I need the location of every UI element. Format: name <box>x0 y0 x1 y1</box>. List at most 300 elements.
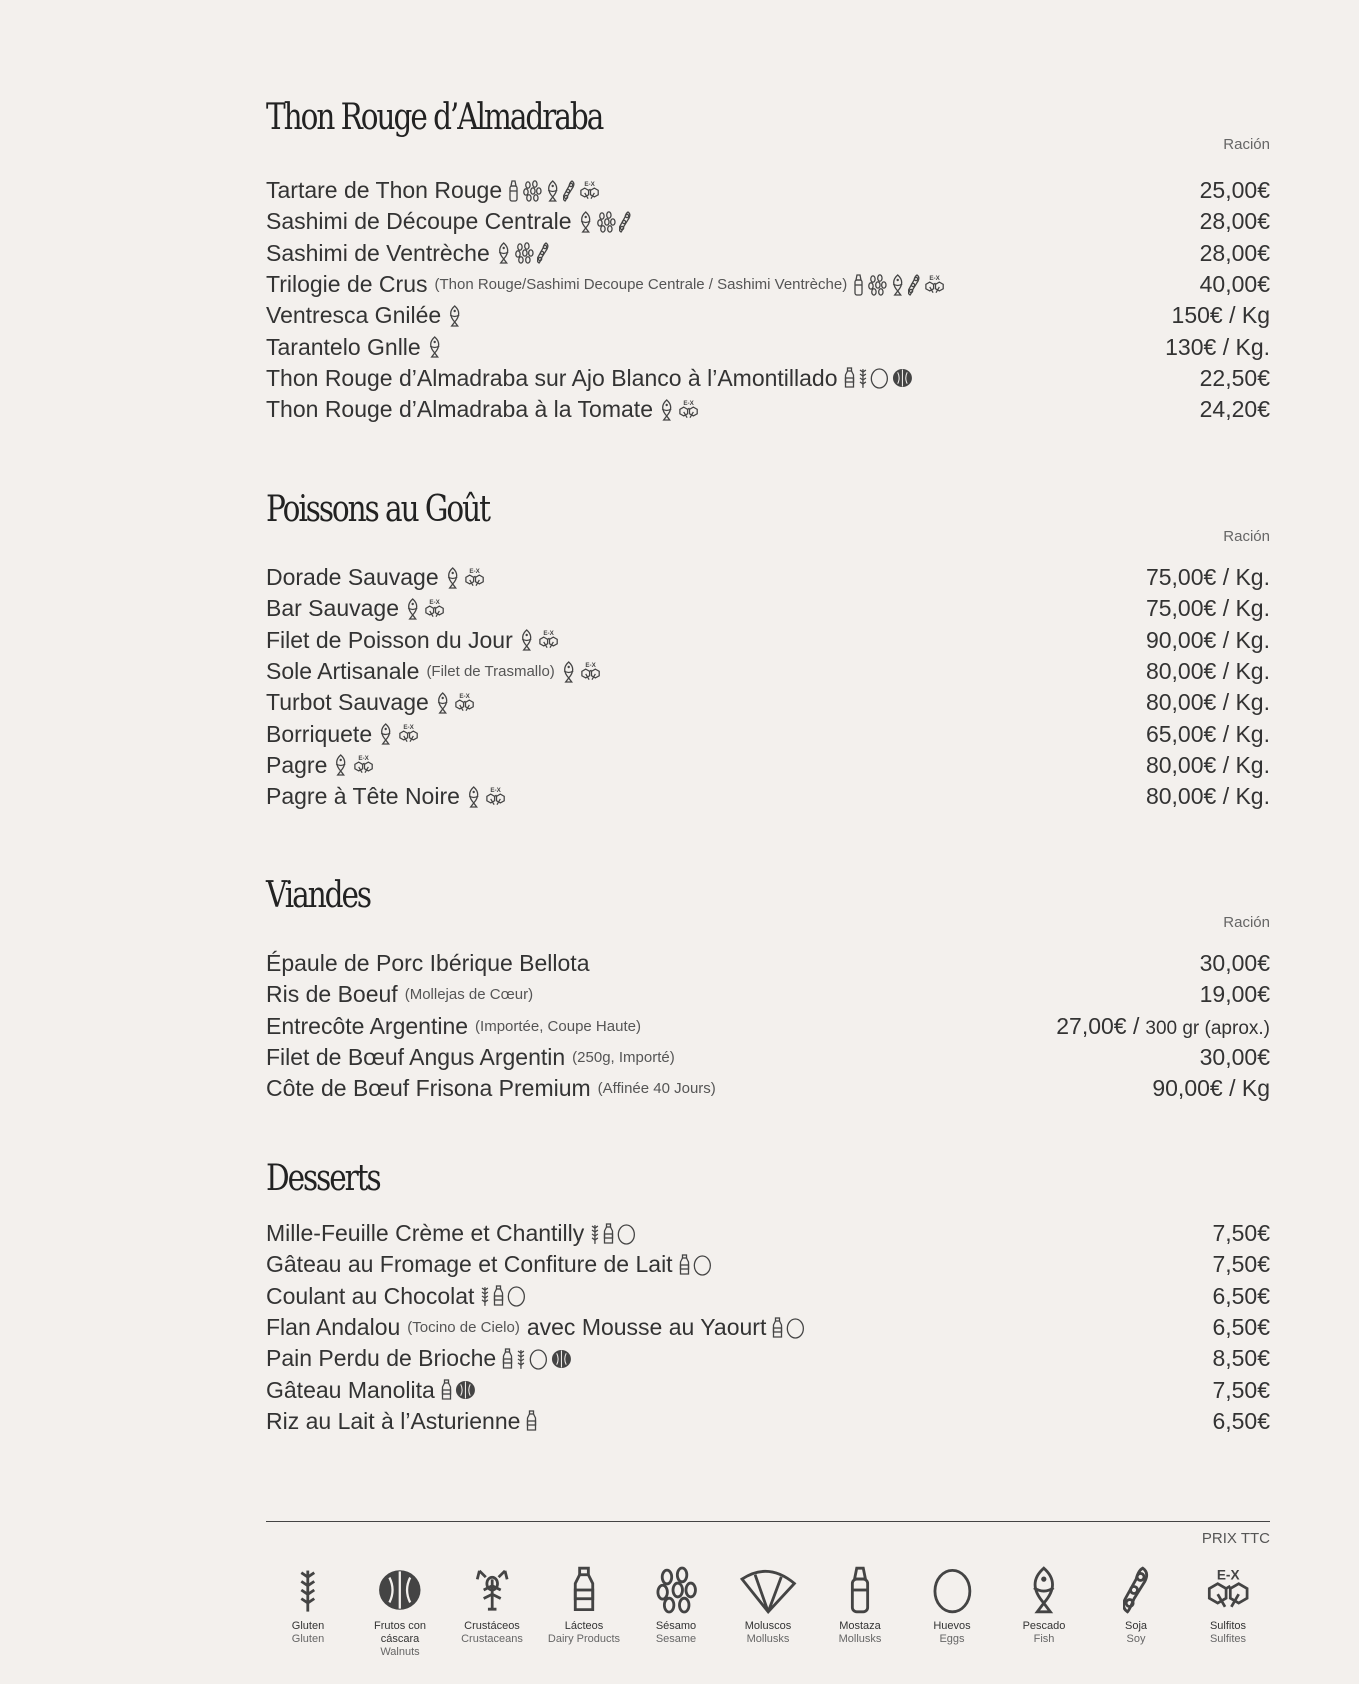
price-value: 90,00€ / Kg <box>1152 1075 1270 1102</box>
allergen-icons <box>659 399 700 421</box>
allergen-icons <box>561 661 602 683</box>
allergen-icons <box>844 367 913 389</box>
menu-item-left <box>266 564 486 591</box>
legend-label-es: Mostaza <box>839 1620 881 1632</box>
menu-item-name-suffix: avec Mousse au Yaourt <box>526 1314 767 1341</box>
gluten-icon <box>858 367 868 389</box>
gluten-icon <box>516 1348 526 1370</box>
menu-item-name: Bar Sauvage <box>266 595 399 622</box>
allergen-icons <box>772 1317 805 1339</box>
price-value: 75,00€ / Kg. <box>1145 564 1270 591</box>
menu-item-name: Ventresca Gnilée <box>266 302 442 329</box>
item-list <box>266 562 1270 812</box>
allergen-icons <box>435 692 476 714</box>
legend-item <box>358 1560 442 1659</box>
price-value: 65,00€ / Kg. <box>1145 720 1270 747</box>
legend-label-en: Fish <box>1033 1633 1055 1645</box>
menu-item-price <box>1200 950 1270 977</box>
legend-icon-wrap <box>737 1560 799 1614</box>
menu-item-name: Entrecôte Argentine <box>266 1012 469 1039</box>
menu-item-name: Sole Artisanale <box>266 658 420 685</box>
menu-item-price <box>1200 981 1270 1008</box>
menu-item-left <box>266 365 913 392</box>
sulfites-icon <box>352 754 375 776</box>
menu-item-price <box>1146 564 1270 591</box>
prix-ttc-label: PRIX TTC <box>1201 1530 1270 1547</box>
walnut-icon <box>377 1566 423 1614</box>
menu-item-note: (250g, Importé) <box>572 1049 675 1067</box>
legend-label-es: Lácteos <box>564 1620 604 1632</box>
egg-icon <box>693 1254 712 1276</box>
allergen-icons <box>496 242 549 264</box>
menu-item-price <box>1212 1220 1270 1247</box>
price-value: 6,50€ <box>1212 1282 1270 1309</box>
walnut-icon <box>892 367 913 389</box>
allergen-legend <box>266 1560 1270 1659</box>
gluten-icon <box>480 1285 490 1307</box>
legend-label-en: Eggs <box>939 1633 965 1645</box>
menu-item-row <box>266 1312 1270 1343</box>
menu-item-price <box>1152 1075 1270 1102</box>
egg-icon <box>786 1317 805 1339</box>
section-desserts <box>266 1157 1270 1434</box>
menu-item-name: Ris de Boeuf <box>266 981 398 1008</box>
sesame-icon <box>514 242 534 264</box>
menu-item-row <box>266 206 1270 237</box>
legend-label-en: Dairy Products <box>547 1633 621 1645</box>
egg-icon <box>529 1348 548 1370</box>
fish-icon <box>496 242 511 264</box>
price-value: 7,50€ <box>1212 1376 1270 1403</box>
section-title: Desserts <box>266 1158 380 1199</box>
menu-item-price <box>1146 595 1270 622</box>
menu-item-left <box>266 1251 711 1278</box>
menu-item-left <box>266 950 590 977</box>
column-label: Ración <box>1223 914 1270 931</box>
section-poissons <box>266 488 1270 810</box>
menu-item-row <box>266 979 1270 1010</box>
menu-item-price <box>1212 1345 1270 1372</box>
legend-item <box>1002 1560 1086 1659</box>
allergen-icons <box>447 305 462 327</box>
sulfites-icon <box>453 692 476 714</box>
svg-text:E-X: E-X <box>490 786 502 794</box>
menu-item-name: Filet de Bœuf Angus Argentin <box>266 1044 566 1071</box>
price-value: 150€ / Kg <box>1171 302 1270 329</box>
soy-icon <box>908 274 920 296</box>
allergen-icons <box>578 211 631 233</box>
soy-icon <box>537 242 549 264</box>
fish-icon <box>519 629 534 651</box>
price-value: 90,00€ / Kg. <box>1145 626 1270 653</box>
price-value: 8,50€ <box>1212 1345 1270 1372</box>
menu-item-price <box>1200 208 1270 235</box>
menu-item-row <box>266 718 1270 749</box>
legend-icon-wrap <box>654 1560 697 1614</box>
price-value: 7,50€ <box>1212 1251 1270 1278</box>
legend-icon-wrap <box>377 1560 423 1614</box>
menu-item-row <box>266 687 1270 718</box>
menu-item-row <box>266 1281 1270 1312</box>
sesame-icon <box>654 1566 697 1614</box>
menu-item-row <box>266 238 1270 269</box>
column-label: Ración <box>1223 528 1270 545</box>
allergen-icons <box>466 786 507 808</box>
dairy-icon <box>441 1379 452 1401</box>
menu-item-left <box>266 1013 641 1040</box>
legend-item <box>266 1560 350 1659</box>
fish-icon <box>659 399 674 421</box>
price-value: 27,00€ / <box>1056 1012 1140 1039</box>
legend-label-en: Soy <box>1126 1633 1146 1645</box>
menu-item-row <box>266 300 1270 331</box>
svg-text:E-X: E-X <box>584 180 596 188</box>
legend-label-es: Pescado <box>1022 1620 1066 1632</box>
menu-item-row <box>266 1374 1270 1405</box>
menu-item-price <box>1212 1408 1270 1435</box>
menu-item-left <box>266 334 442 361</box>
section-title: Poissons au Goût <box>266 489 489 530</box>
menu-item-row <box>266 656 1270 687</box>
menu-item-price <box>1200 1044 1270 1071</box>
menu-item-left <box>266 208 631 235</box>
footer-divider <box>266 1521 1270 1522</box>
menu-item-price <box>1165 334 1270 361</box>
item-list <box>266 1218 1270 1437</box>
menu-item-name: Filet de Poisson du Jour <box>266 626 513 653</box>
column-label: Ración <box>1223 136 1270 153</box>
allergen-icons <box>508 180 601 202</box>
menu-item-note: (Filet de Trasmallo) <box>426 663 555 681</box>
section-title: Thon Rouge d’Almadraba <box>266 97 603 138</box>
menu-item-left <box>266 689 476 716</box>
legend-item <box>726 1560 810 1659</box>
menu-item-left <box>266 396 700 423</box>
legend-item <box>542 1560 626 1659</box>
menu-item-price <box>1212 1377 1270 1404</box>
egg-icon <box>507 1285 526 1307</box>
menu-item-name: Coulant au Chocolat <box>266 1282 475 1309</box>
crustacean-icon <box>473 1566 511 1614</box>
legend-label-es: Frutos con cáscara <box>374 1620 426 1645</box>
menu-item-row <box>266 175 1270 206</box>
menu-item-price <box>1172 302 1270 329</box>
soy-icon <box>563 180 575 202</box>
menu-item-name: Turbot Sauvage <box>266 689 429 716</box>
allergen-icons <box>590 1223 636 1245</box>
legend-label-en: Gluten <box>291 1633 325 1645</box>
item-list <box>266 175 1270 425</box>
fish-icon <box>435 692 450 714</box>
menu-item-note: (Mollejas de Cœur) <box>404 986 534 1004</box>
price-unit: 300 gr (aprox.) <box>1145 1017 1270 1039</box>
legend-item <box>1094 1560 1178 1659</box>
price-value: 30,00€ <box>1199 950 1270 977</box>
legend-label-es: Sulfitos <box>1209 1620 1247 1632</box>
menu-item-left <box>266 783 507 810</box>
menu-item-name: Riz au Lait à l’Asturienne <box>266 1407 521 1434</box>
menu-page <box>266 0 1270 1684</box>
mustard-icon <box>508 180 519 202</box>
menu-item-name: Gâteau au Fromage et Confiture de Lait <box>266 1251 673 1278</box>
price-value: 80,00€ / Kg. <box>1145 689 1270 716</box>
legend-label-es: Crustáceos <box>464 1620 520 1632</box>
menu-item-row <box>266 625 1270 656</box>
menu-item-name: Sashimi de Découpe Centrale <box>266 208 572 235</box>
menu-item-price <box>1200 240 1270 267</box>
price-value: 40,00€ <box>1199 271 1270 298</box>
legend-label-es: Huevos <box>933 1620 971 1632</box>
menu-item-row <box>266 1073 1270 1104</box>
price-value: 19,00€ <box>1199 981 1270 1008</box>
soy-icon <box>619 211 631 233</box>
menu-item-price <box>1056 1013 1270 1040</box>
price-value: 22,50€ <box>1199 364 1270 391</box>
price-value: 80,00€ / Kg. <box>1145 783 1270 810</box>
legend-label-es: Soja <box>1124 1620 1148 1632</box>
menu-item-price <box>1146 689 1270 716</box>
allergen-icons <box>427 336 442 358</box>
egg-icon <box>870 367 889 389</box>
menu-item-left <box>266 1283 526 1310</box>
legend-label-en: Mollusks <box>746 1633 790 1645</box>
menu-item-left <box>266 1044 675 1071</box>
price-value: 80,00€ / Kg. <box>1145 751 1270 778</box>
fish-icon <box>578 211 593 233</box>
menu-item-row <box>266 1011 1270 1042</box>
legend-icon-wrap <box>297 1560 319 1614</box>
menu-item-row <box>266 1249 1270 1280</box>
menu-item-name: Tartare de Thon Rouge <box>266 177 503 204</box>
menu-item-name: Pagre <box>266 751 328 778</box>
legend-item <box>910 1560 994 1659</box>
menu-item-left <box>266 302 463 329</box>
fish-icon <box>1027 1566 1061 1614</box>
dairy-icon <box>679 1254 690 1276</box>
legend-label-en: Crustaceans <box>461 1633 523 1645</box>
menu-item-row <box>266 750 1270 781</box>
menu-item-name: Pagre à Tête Noire <box>266 783 460 810</box>
legend-icon-wrap <box>1123 1560 1149 1614</box>
svg-text:E-X: E-X <box>585 661 596 669</box>
dairy-icon <box>772 1317 783 1339</box>
legend-icon-wrap <box>848 1560 872 1614</box>
menu-item-price <box>1200 365 1270 392</box>
walnut-icon <box>551 1348 572 1370</box>
legend-icon-wrap <box>473 1560 511 1614</box>
menu-item-name: Borriquete <box>266 720 373 747</box>
menu-item-row <box>266 269 1270 300</box>
fish-icon <box>466 786 481 808</box>
legend-label-es: Sésamo <box>655 1620 697 1632</box>
menu-item-name: Pain Perdu de Brioche <box>266 1345 497 1372</box>
allergen-icons <box>519 629 560 651</box>
menu-item-price <box>1200 177 1270 204</box>
menu-item-name: Côte de Bœuf Frisona Premium <box>266 1075 591 1102</box>
menu-item-left <box>266 1377 476 1404</box>
menu-item-row <box>266 562 1270 593</box>
gluten-icon <box>590 1223 600 1245</box>
dairy-icon <box>572 1566 596 1614</box>
legend-icon-wrap <box>572 1560 596 1614</box>
sulfites-icon <box>397 723 420 745</box>
price-value: 6,50€ <box>1212 1407 1270 1434</box>
dairy-icon <box>502 1348 513 1370</box>
menu-item-left <box>266 658 602 685</box>
price-value: 24,20€ <box>1199 396 1270 423</box>
price-value: 130€ / Kg. <box>1165 333 1270 360</box>
menu-item-name: Thon Rouge d’Almadraba sur Ajo Blanco à l’Amontillado <box>266 364 838 391</box>
dairy-icon <box>526 1410 537 1432</box>
svg-text:E-X: E-X <box>358 755 369 763</box>
menu-item-left <box>266 271 947 298</box>
sulfites-icon <box>579 661 602 683</box>
allergen-icons <box>441 1379 476 1401</box>
sesame-icon <box>867 274 887 296</box>
menu-item-row <box>266 331 1270 362</box>
menu-item-price <box>1200 396 1270 423</box>
menu-item-row <box>266 1406 1270 1437</box>
svg-text:E-X: E-X <box>459 693 470 701</box>
sulfites-icon <box>677 399 700 421</box>
walnut-icon <box>455 1379 476 1401</box>
sulfites-icon <box>578 180 601 202</box>
menu-item-note: (Importée, Coupe Haute) <box>475 1017 641 1035</box>
menu-item-row <box>266 1218 1270 1249</box>
sulfites-icon <box>1203 1566 1253 1614</box>
menu-item-name: Dorade Sauvage <box>266 564 439 591</box>
menu-item-name: Thon Rouge d’Almadraba à la Tomate <box>266 396 653 423</box>
menu-item-row <box>266 1343 1270 1374</box>
svg-text:E-X: E-X <box>402 724 414 732</box>
dairy-icon <box>603 1223 614 1245</box>
menu-item-left <box>266 177 602 204</box>
svg-text:E-X: E-X <box>929 274 941 282</box>
gluten-icon <box>297 1566 319 1614</box>
fish-icon <box>445 567 460 589</box>
price-value: 75,00€ / Kg. <box>1145 595 1270 622</box>
menu-item-row <box>266 363 1270 394</box>
menu-item-left <box>266 721 420 748</box>
menu-item-price <box>1146 752 1270 779</box>
item-list <box>266 948 1270 1104</box>
menu-item-price <box>1212 1251 1270 1278</box>
menu-item-price <box>1146 721 1270 748</box>
menu-item-row <box>266 394 1270 425</box>
menu-item-left <box>266 240 549 267</box>
sulfites-icon <box>423 598 446 620</box>
menu-item-name: Épaule de Porc Ibérique Bellota <box>266 950 590 977</box>
menu-item-left <box>266 595 446 622</box>
menu-item-note: (Thon Rouge/Sashimi Decoupe Centrale / Sashimi Ventrèche) <box>434 276 848 294</box>
menu-item-price <box>1200 271 1270 298</box>
sulfites-icon <box>463 567 486 589</box>
allergen-icons <box>502 1348 571 1370</box>
dairy-icon <box>844 367 855 389</box>
svg-text:E-X: E-X <box>429 599 441 607</box>
menu-item-left <box>266 1075 716 1102</box>
section-viandes <box>266 874 1270 1102</box>
fish-icon <box>427 336 442 358</box>
allergen-icons <box>333 754 374 776</box>
fish-icon <box>890 274 905 296</box>
menu-item-left <box>266 1220 636 1247</box>
fish-icon <box>561 661 576 683</box>
fish-icon <box>447 305 462 327</box>
menu-item-left <box>266 1314 805 1341</box>
legend-label-es: Moluscos <box>744 1620 792 1632</box>
menu-item-name: Tarantelo Gnlle <box>266 333 421 360</box>
menu-item-left <box>266 752 375 779</box>
menu-item-row <box>266 593 1270 624</box>
menu-item-left <box>266 981 533 1008</box>
menu-item-name: Mille-Feuille Crème et Chantilly <box>266 1220 585 1247</box>
menu-item-name: Gâteau Manolita <box>266 1376 435 1403</box>
svg-text:E-X: E-X <box>469 567 480 575</box>
price-value: 28,00€ <box>1199 239 1270 266</box>
menu-item-note: (Tocino de Cielo) <box>407 1319 520 1337</box>
legend-item <box>1186 1560 1270 1659</box>
fish-icon <box>405 598 420 620</box>
allergen-icons <box>445 567 486 589</box>
menu-item-left <box>266 1408 537 1435</box>
fish-icon <box>333 754 348 776</box>
legend-icon-wrap <box>1203 1560 1253 1614</box>
legend-label-es: Gluten <box>291 1620 325 1632</box>
menu-item-row <box>266 1042 1270 1073</box>
menu-item-price <box>1146 627 1270 654</box>
mollusk-icon <box>737 1566 799 1614</box>
sesame-icon <box>522 180 542 202</box>
legend-label-en: Sulfites <box>1209 1633 1247 1645</box>
legend-item <box>634 1560 718 1659</box>
price-value: 80,00€ / Kg. <box>1145 658 1270 685</box>
legend-label-en: Walnuts <box>380 1646 420 1658</box>
menu-item-price <box>1212 1283 1270 1310</box>
egg-icon <box>932 1566 973 1614</box>
fish-icon <box>545 180 560 202</box>
soy-icon <box>1123 1566 1149 1614</box>
price-value: 25,00€ <box>1199 177 1270 204</box>
legend-item <box>818 1560 902 1659</box>
menu-item-left <box>266 627 560 654</box>
svg-text:E-X: E-X <box>543 630 554 638</box>
menu-item-row <box>266 948 1270 979</box>
price-value: 30,00€ <box>1199 1044 1270 1071</box>
menu-item-left <box>266 1345 572 1372</box>
menu-item-price <box>1212 1314 1270 1341</box>
legend-icon-wrap <box>1027 1560 1061 1614</box>
legend-icon-wrap <box>932 1560 973 1614</box>
allergen-icons <box>526 1410 537 1432</box>
allergen-icons <box>480 1285 526 1307</box>
egg-icon <box>617 1223 636 1245</box>
price-value: 6,50€ <box>1212 1314 1270 1341</box>
mustard-icon <box>848 1566 872 1614</box>
section-thon-rouge <box>266 96 1270 423</box>
legend-item <box>450 1560 534 1659</box>
allergen-icons <box>378 723 419 745</box>
allergen-icons <box>853 274 946 296</box>
sulfites-icon <box>537 629 560 651</box>
menu-item-name: Trilogie de Crus <box>266 271 428 298</box>
sulfites-icon <box>484 786 507 808</box>
menu-item-name: Sashimi de Ventrèche <box>266 239 490 266</box>
price-value: 7,50€ <box>1212 1220 1270 1247</box>
menu-item-note: (Affinée 40 Jours) <box>597 1080 716 1098</box>
legend-label-en: Sesame <box>655 1633 697 1645</box>
fish-icon <box>378 723 393 745</box>
